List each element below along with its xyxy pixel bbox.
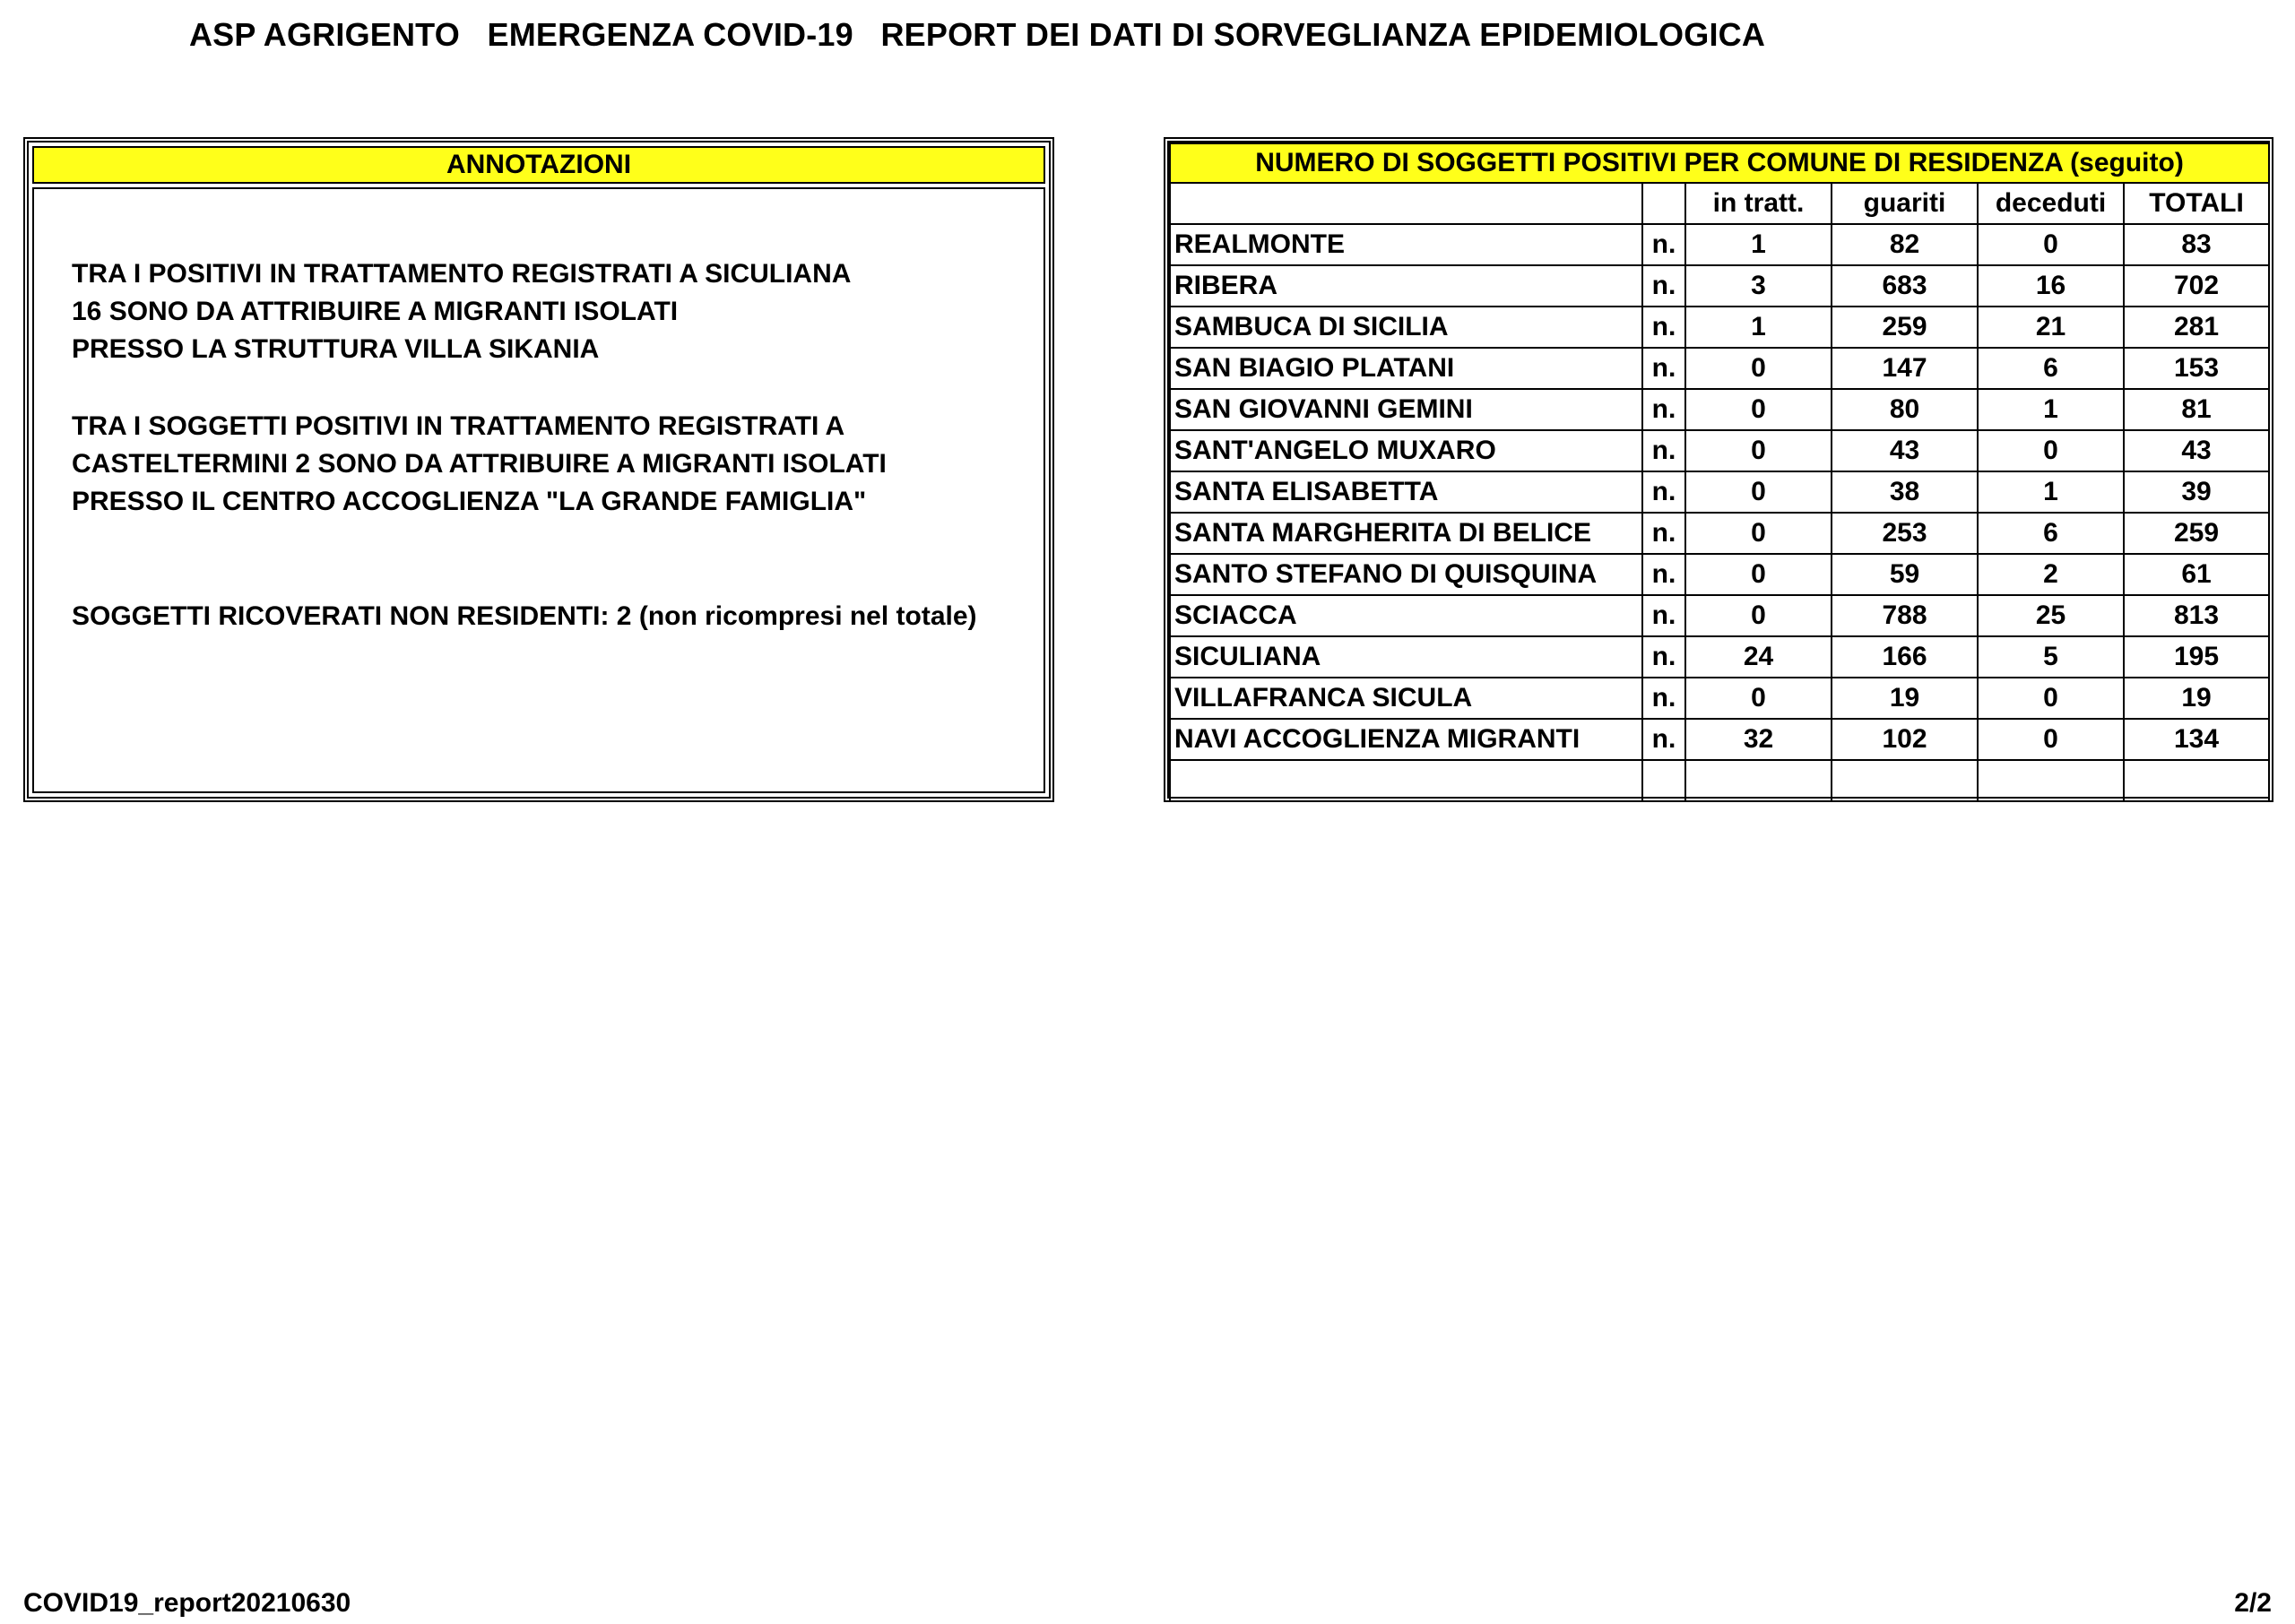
value-in-tratt: 1 [1685, 224, 1832, 265]
value-totali: 19 [2124, 678, 2269, 719]
value-guariti: 147 [1832, 348, 1978, 389]
table-row-empty [1170, 760, 2269, 801]
unit-label: n. [1642, 471, 1685, 513]
unit-label: n. [1642, 307, 1685, 348]
unit-label: n. [1642, 224, 1685, 265]
value-totali: 61 [2124, 554, 2269, 595]
municipality-name: SCIACCA [1170, 595, 1642, 636]
value-guariti: 259 [1832, 307, 1978, 348]
value-guariti: 43 [1832, 430, 1978, 471]
municipality-name: SANTA ELISABETTA [1170, 471, 1642, 513]
empty-cell [1170, 760, 1642, 801]
note-line: TRA I POSITIVI IN TRATTAMENTO REGISTRATI A SICULIANA [72, 259, 852, 289]
unit-label: n. [1642, 513, 1685, 554]
value-deceduti: 0 [1978, 224, 2124, 265]
value-totali: 83 [2124, 224, 2269, 265]
note-line: CASTELTERMINI 2 SONO DA ATTRIBUIRE A MIGRANTI ISOLATI [72, 449, 887, 479]
column-header: in tratt. [1685, 183, 1832, 224]
table-row [1170, 636, 2269, 678]
table-row [1170, 678, 2269, 719]
value-guariti: 38 [1832, 471, 1978, 513]
value-totali: 43 [2124, 430, 2269, 471]
report-id: COVID19_report20210630 [23, 1588, 351, 1618]
note-line: SOGGETTI RICOVERATI NON RESIDENTI: 2 (non ricompresi nel totale) [72, 601, 977, 631]
unit-label: n. [1642, 595, 1685, 636]
value-guariti: 80 [1832, 389, 1978, 430]
value-totali: 259 [2124, 513, 2269, 554]
empty-cell [1832, 760, 1978, 801]
value-totali: 134 [2124, 719, 2269, 760]
value-totali: 81 [2124, 389, 2269, 430]
value-deceduti: 0 [1978, 430, 2124, 471]
value-deceduti: 21 [1978, 307, 2124, 348]
value-in-tratt: 0 [1685, 430, 1832, 471]
value-deceduti: 5 [1978, 636, 2124, 678]
unit-label: n. [1642, 636, 1685, 678]
unit-label: n. [1642, 265, 1685, 307]
table-row [1170, 719, 2269, 760]
page-title: ASP AGRIGENTO EMERGENZA COVID-19 REPORT DEI DATI DI SORVEGLIANZA EPIDEMIOLOGICA [188, 16, 1766, 53]
note-line: PRESSO LA STRUTTURA VILLA SIKANIA [72, 334, 600, 364]
page-number: 2/2 [2234, 1588, 2272, 1618]
empty-cell [1978, 760, 2124, 801]
value-guariti: 683 [1832, 265, 1978, 307]
municipality-name: NAVI ACCOGLIENZA MIGRANTI [1170, 719, 1642, 760]
unit-label: n. [1642, 430, 1685, 471]
value-guariti: 59 [1832, 554, 1978, 595]
column-header: guariti [1832, 183, 1978, 224]
table-header-row [1170, 183, 2269, 224]
value-guariti: 253 [1832, 513, 1978, 554]
notes-header: ANNOTAZIONI [32, 146, 1045, 184]
table-row [1170, 307, 2269, 348]
municipality-name: SAMBUCA DI SICILIA [1170, 307, 1642, 348]
positives-table [1169, 143, 2270, 802]
unit-label: n. [1642, 719, 1685, 760]
value-totali: 702 [2124, 265, 2269, 307]
value-in-tratt: 0 [1685, 554, 1832, 595]
value-deceduti: 2 [1978, 554, 2124, 595]
notes-body [32, 187, 1045, 793]
value-guariti: 19 [1832, 678, 1978, 719]
value-deceduti: 6 [1978, 513, 2124, 554]
table-row [1170, 471, 2269, 513]
value-deceduti: 1 [1978, 389, 2124, 430]
municipality-name: SAN BIAGIO PLATANI [1170, 348, 1642, 389]
empty-cell [1642, 760, 1685, 801]
value-deceduti: 6 [1978, 348, 2124, 389]
table-row [1170, 348, 2269, 389]
notes-panel [23, 137, 1054, 802]
value-guariti: 102 [1832, 719, 1978, 760]
table-row [1170, 265, 2269, 307]
table-row [1170, 513, 2269, 554]
note-line: TRA I SOGGETTI POSITIVI IN TRATTAMENTO REGISTRATI A [72, 411, 845, 441]
municipality-name: VILLAFRANCA SICULA [1170, 678, 1642, 719]
unit-label: n. [1642, 678, 1685, 719]
value-guariti: 82 [1832, 224, 1978, 265]
value-in-tratt: 0 [1685, 348, 1832, 389]
value-in-tratt: 32 [1685, 719, 1832, 760]
table-title: NUMERO DI SOGGETTI POSITIVI PER COMUNE DI RESIDENZA (seguito) [1170, 143, 2269, 183]
value-in-tratt: 1 [1685, 307, 1832, 348]
value-totali: 195 [2124, 636, 2269, 678]
column-header: TOTALI [2124, 183, 2269, 224]
value-in-tratt: 3 [1685, 265, 1832, 307]
value-in-tratt: 0 [1685, 513, 1832, 554]
value-deceduti: 16 [1978, 265, 2124, 307]
value-in-tratt: 24 [1685, 636, 1832, 678]
table-title-row [1170, 143, 2269, 183]
value-guariti: 166 [1832, 636, 1978, 678]
table-row [1170, 430, 2269, 471]
empty-cell [1685, 760, 1832, 801]
municipality-name: SICULIANA [1170, 636, 1642, 678]
value-totali: 39 [2124, 471, 2269, 513]
table-row [1170, 554, 2269, 595]
unit-label: n. [1642, 389, 1685, 430]
note-line: PRESSO IL CENTRO ACCOGLIENZA "LA GRANDE FAMIGLIA" [72, 487, 867, 516]
value-in-tratt: 0 [1685, 678, 1832, 719]
note-line: 16 SONO DA ATTRIBUIRE A MIGRANTI ISOLATI [72, 297, 679, 326]
unit-label: n. [1642, 348, 1685, 389]
positives-table-panel [1164, 137, 2273, 802]
table-row [1170, 224, 2269, 265]
table-row [1170, 595, 2269, 636]
municipality-name: SAN GIOVANNI GEMINI [1170, 389, 1642, 430]
header-empty-cell [1642, 183, 1685, 224]
value-totali: 813 [2124, 595, 2269, 636]
header-empty-cell [1170, 183, 1642, 224]
value-deceduti: 25 [1978, 595, 2124, 636]
empty-cell [2124, 760, 2269, 801]
municipality-name: REALMONTE [1170, 224, 1642, 265]
municipality-name: SANTA MARGHERITA DI BELICE [1170, 513, 1642, 554]
table-row [1170, 389, 2269, 430]
value-deceduti: 0 [1978, 719, 2124, 760]
column-header: deceduti [1978, 183, 2124, 224]
value-deceduti: 0 [1978, 678, 2124, 719]
value-in-tratt: 0 [1685, 595, 1832, 636]
municipality-name: SANTO STEFANO DI QUISQUINA [1170, 554, 1642, 595]
value-totali: 281 [2124, 307, 2269, 348]
value-deceduti: 1 [1978, 471, 2124, 513]
municipality-name: RIBERA [1170, 265, 1642, 307]
value-guariti: 788 [1832, 595, 1978, 636]
value-in-tratt: 0 [1685, 471, 1832, 513]
unit-label: n. [1642, 554, 1685, 595]
value-in-tratt: 0 [1685, 389, 1832, 430]
municipality-name: SANT'ANGELO MUXARO [1170, 430, 1642, 471]
value-totali: 153 [2124, 348, 2269, 389]
